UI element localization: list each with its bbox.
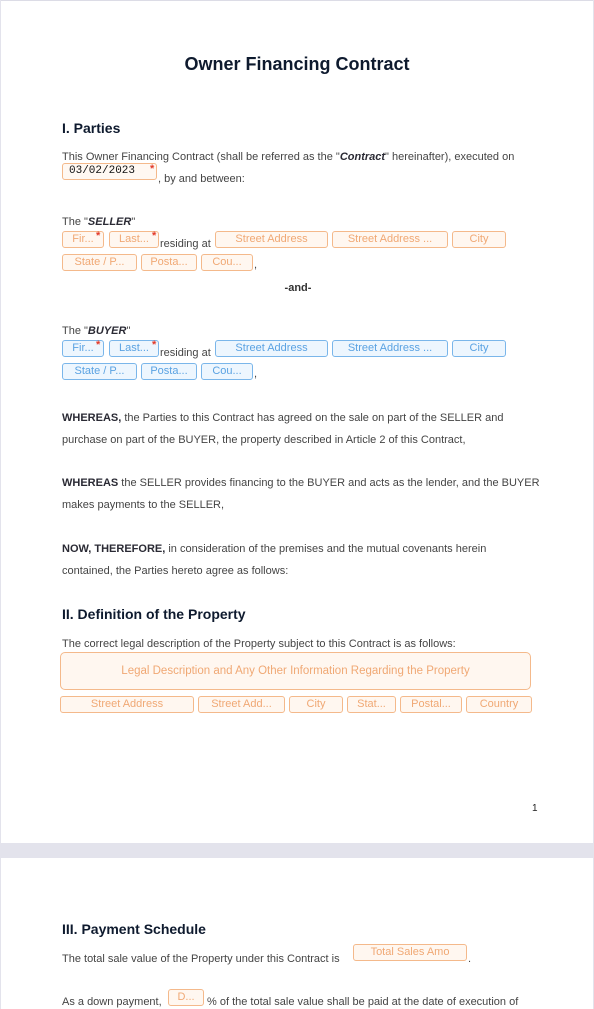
now-therefore-line-1: NOW, THEREFORE, in consideration of the premises and the mutual covenants herein (62, 543, 487, 555)
seller-first-name-field[interactable]: Fir... (62, 231, 104, 248)
by-and-between-text: , by and between: (158, 173, 245, 185)
required-asterisk: * (152, 230, 157, 242)
seller-city-field[interactable]: City (452, 231, 506, 248)
comma: , (254, 368, 258, 380)
residing-at-text: residing at (160, 238, 211, 250)
property-postal-field[interactable]: Postal... (400, 696, 462, 713)
seller-label: The "SELLER" (62, 216, 136, 228)
required-asterisk: * (96, 230, 101, 242)
seller-country-field[interactable]: Cou... (201, 254, 253, 271)
property-street2-field[interactable]: Street Add... (198, 696, 285, 713)
total-sales-amount-field[interactable]: Total Sales Amo (353, 944, 467, 961)
buyer-street2-field[interactable]: Street Address ... (332, 340, 448, 357)
whereas-1-line-1: WHEREAS, the Parties to this Contract has agreed on the sale on part of the SELLER and (62, 412, 504, 424)
period: . (468, 953, 472, 965)
down-payment-text-b: % of the total sale value shall be paid at the date of execution of (207, 996, 519, 1008)
section-heading-property: II. Definition of the Property (62, 606, 246, 622)
execution-date-field[interactable]: 03/02/2023 (62, 163, 157, 180)
now-therefore-line-2: contained, the Parties hereto agree as follows: (62, 565, 289, 577)
property-country-field[interactable]: Country (466, 696, 532, 713)
property-city-field[interactable]: City (289, 696, 343, 713)
buyer-last-name-field[interactable]: Last... (109, 340, 159, 357)
seller-last-name-field[interactable]: Last... (109, 231, 159, 248)
residing-at-text: residing at (160, 347, 211, 359)
whereas-1-line-2: purchase on part of the BUYER, the property described in Article 2 of this Contract, (62, 434, 466, 446)
comma: , (254, 259, 258, 271)
legal-description-field[interactable]: Legal Description and Any Other Information Regarding the Property (60, 652, 531, 690)
property-state-field[interactable]: Stat... (347, 696, 396, 713)
page-number: 1 (532, 803, 538, 814)
buyer-city-field[interactable]: City (452, 340, 506, 357)
seller-state-field[interactable]: State / P... (62, 254, 137, 271)
whereas-2-line-2: makes payments to the SELLER, (62, 499, 225, 511)
parties-intro: This Owner Financing Contract (shall be referred as the "Contract" hereinafter), executed on (62, 151, 515, 163)
property-street-field[interactable]: Street Address (60, 696, 194, 713)
required-asterisk: * (96, 339, 101, 351)
document-page-2 (1, 858, 593, 1009)
buyer-country-field[interactable]: Cou... (201, 363, 253, 380)
seller-postal-field[interactable]: Posta... (141, 254, 197, 271)
document-page-1 (1, 0, 593, 843)
payment-total-text: The total sale value of the Property under this Contract is (62, 953, 340, 965)
and-separator: -and- (284, 282, 312, 294)
section-heading-payment: III. Payment Schedule (62, 921, 206, 937)
buyer-postal-field[interactable]: Posta... (141, 363, 197, 380)
document-title: Owner Financing Contract (184, 54, 410, 74)
down-payment-text-a: As a down payment, (62, 996, 162, 1008)
required-asterisk: * (152, 339, 157, 351)
down-payment-percent-field[interactable]: D... (168, 989, 204, 1006)
buyer-first-name-field[interactable]: Fir... (62, 340, 104, 357)
buyer-street-field[interactable]: Street Address (215, 340, 328, 357)
property-description-text: The correct legal description of the Property subject to this Contract is as follows: (62, 638, 456, 650)
buyer-state-field[interactable]: State / P... (62, 363, 137, 380)
whereas-2-line-1: WHEREAS the SELLER provides financing to the BUYER and acts as the lender, and the BUYER (62, 477, 540, 489)
required-asterisk: * (150, 163, 155, 175)
seller-street2-field[interactable]: Street Address ... (332, 231, 448, 248)
seller-street-field[interactable]: Street Address (215, 231, 328, 248)
buyer-label: The "BUYER" (62, 325, 131, 337)
section-heading-parties: I. Parties (62, 120, 121, 136)
